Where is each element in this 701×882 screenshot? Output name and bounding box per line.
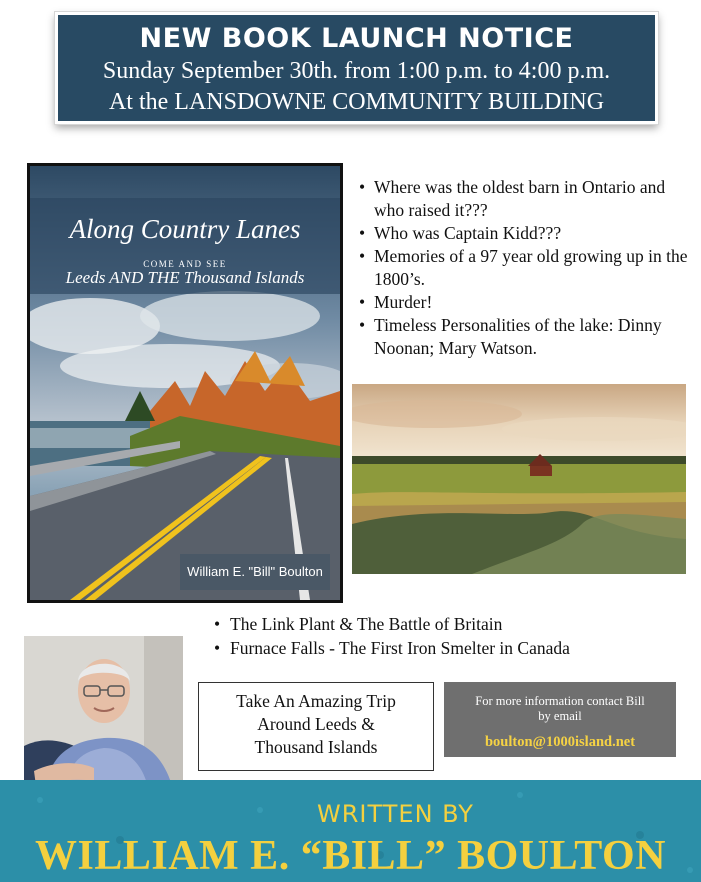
- list-item: • Furnace Falls - The First Iron Smelter in Canada: [213, 636, 693, 660]
- list-item: • Who was Captain Kidd???: [358, 222, 688, 245]
- list-item: • Where was the oldest barn in Ontario and who raised it???: [358, 176, 688, 222]
- contact-text: For more information contact Bill: [475, 694, 645, 708]
- list-item: • Timeless Personalities of the lake: Dinny Noonan; Mary Watson.: [358, 314, 688, 360]
- trip-line: Around Leeds &: [257, 714, 375, 734]
- trip-line: Thousand Islands: [254, 737, 378, 757]
- cover-author: William E. "Bill" Boulton: [180, 554, 330, 590]
- list-item: • The Link Plant & The Battle of Britain: [213, 612, 693, 636]
- contact-text: by email: [538, 709, 582, 723]
- notice-title: NEW BOOK LAUNCH NOTICE: [139, 23, 574, 54]
- launch-notice-header: [55, 12, 658, 124]
- more-topics-list: [213, 612, 693, 660]
- event-date: Sunday September 30th. from 1:00 p.m. to 4:00 p.m.: [102, 58, 611, 84]
- trip-callout-box: [198, 682, 434, 771]
- author-portrait-photo: [24, 636, 183, 793]
- event-location: At the LANSDOWNE COMMUNITY BUILDING: [108, 89, 605, 115]
- list-item: • Memories of a 97 year old growing up in the 1800’s.: [358, 245, 688, 291]
- trip-line: Take An Amazing Trip: [236, 691, 396, 711]
- list-item: • Murder!: [358, 291, 688, 314]
- barn-landscape-photo: [352, 384, 686, 574]
- cover-title: Along Country Lanes: [69, 214, 301, 244]
- cover-subtitle-place: Leeds AND THE Thousand Islands: [65, 268, 305, 287]
- contact-info-box: [444, 682, 676, 757]
- written-by-label: WRITTEN BY: [317, 800, 474, 828]
- author-name: WILLIAM E. “BILL” BOULTON: [34, 833, 666, 879]
- book-topics-list: [358, 176, 688, 360]
- cover-subtitle: COME AND SEE: [143, 259, 227, 269]
- contact-email-link[interactable]: boulton@1000island.net: [484, 734, 636, 750]
- book-cover: [27, 163, 343, 603]
